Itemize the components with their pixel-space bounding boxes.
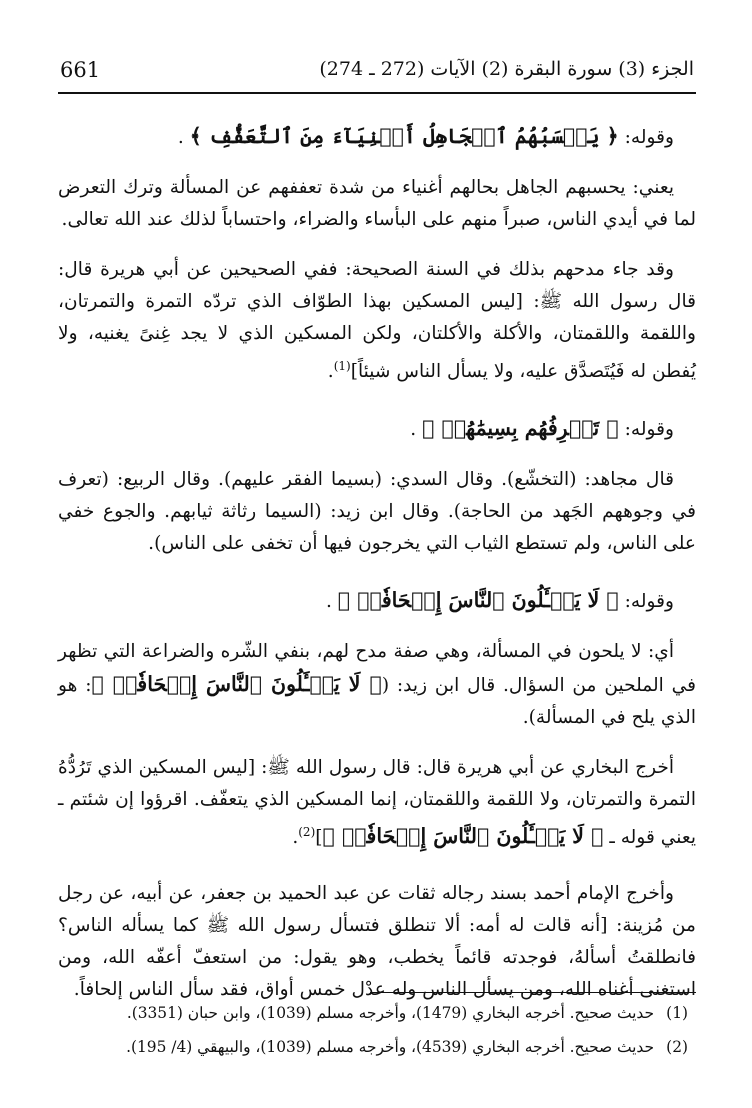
verse-lead: وقوله: <box>618 127 674 148</box>
quran-verse: ﴿ تَعۡرِفُهُم بِسِيمَٰهُمۡ ﴾ <box>422 416 619 441</box>
footnote-number: (1) <box>666 1004 688 1022</box>
verse-lead: وقوله: <box>618 591 674 613</box>
verse-tail: . <box>410 419 423 441</box>
footnote-ref-2: (2) <box>298 825 316 840</box>
verse-heading-2 <box>58 412 696 446</box>
tafsir-paragraph-1: يعني: يحسبهم الجاهل بحالهم أغنياء من شدة تعففهم عن المسألة وترك التعرض لما في أيدي الناس، صبراً منهم على البأساء والضراء، واحتساباً لذلك عند الله تعالى. <box>58 177 696 230</box>
verse-heading-3 <box>58 584 696 618</box>
tafsir-text: أي: لا يلحون في المسألة، وهي صفة مدح لهم، بنفي الشّره والضراعة التي تظهر في الملحين من السؤال. قال ابن زيد: ( <box>58 641 696 697</box>
footnote-2 <box>58 1034 688 1061</box>
running-title: الجزء (3) سورة البقرة (2) الآيات (272 ـ 274) <box>319 58 694 80</box>
footnote-text: حديث صحيح. أخرجه البخاري (4539)، وأخرجه مسلم (1039)، والبيهقي (4/ 195). <box>126 1038 654 1056</box>
quran-verse: ﴿ لَا يَسۡـَٔلُونَ ٱلنَّاسَ إِلۡحَافٗاۗ ﴾ <box>337 588 619 613</box>
footnote-divider <box>370 992 696 993</box>
tafsir-paragraph-3 <box>58 636 696 734</box>
footnote-text: حديث صحيح. أخرجه البخاري (1479)، وأخرجه مسلم (1039)، وابن حبان (3351). <box>126 1004 654 1022</box>
quran-verse: ﴿ لَا يَسۡـَٔلُونَ ٱلنَّاسَ إِلۡحَافٗاۗ ﴾ <box>322 824 604 849</box>
tafsir-text: : هو الذي يلح في المسألة). <box>58 675 696 729</box>
footnotes <box>58 992 696 1061</box>
quran-verse: ﴿ لَا يَسۡـَٔلُونَ ٱلنَّاسَ إِلۡحَافٗاۗ ﴾ <box>91 672 382 697</box>
page-number: 661 <box>60 58 101 82</box>
footnote-number: (2) <box>666 1038 688 1056</box>
hadith-text: ] <box>315 827 323 849</box>
tafsir-paragraph-2: قال مجاهد: (التخشّع). وقال السدي: (بسيما الفقر عليهم). وقال الربيع: (تعرف في وجوههم الجَهد من الحاجة). وقال ابن زيد: (السيما رثاثة ثيابهم. والجوع خفي على الناس، ولم تستطع الثياب التي يخرجون فيها أن تخفى على الناس). <box>58 469 696 555</box>
page-header <box>58 52 696 94</box>
hadith-text: وقد جاء مدحهم بذلك في السنة الصحيحة: ففي الصحيحين عن أبي هريرة قال: قال رسول الله ﷺ: [ليس المسكين بهذا الطوّاف الذي تردّه التمرة والتمرتان، واللقمة واللقمتان، والأكلة والأكلتان، ولكن المسكين الذي لا يجد غِنىً يغنيه، ولا يُفطن له فَيُتَصدَّق عليه، ولا يسأل الناس شيئاً] <box>58 259 696 383</box>
quran-verse: ﴿ يَحۡسَبُهُمُ ٱلۡجَاهِلُ أَغۡنِيَآءَ مِنَ ٱلتَّعَفُّفِ ﴾ <box>189 124 619 148</box>
verse-tail: . <box>325 591 338 613</box>
main-text <box>58 120 696 1006</box>
hadith-paragraph-1 <box>58 254 696 388</box>
hadith-tail: . <box>292 827 299 849</box>
verse-heading-1 <box>58 120 696 154</box>
verse-lead: وقوله: <box>618 419 674 441</box>
footnote-ref-1: (1) <box>333 359 351 373</box>
hadith-tail: . <box>327 361 334 383</box>
hadith-paragraph-3: وأخرج الإمام أحمد بسند رجاله ثقات عن عبد الحميد بن جعفر، عن أبيه، عن رجل من مُزينة: [أنه قالت له أمه: ألا تنطلق فتسأل رسول الله ﷺ كما يسأله الناس؟ فانطلقتُ أسألهُ، فوجدته قائماً يخطب، وهو يقول: من استعفّ أعفّه الله، ومن استغنى أغناه الله، ومن يسأل الناس وله عدْل خمس أواق، فقد سأل الناس إلحافاً. <box>58 883 696 1001</box>
hadith-paragraph-2 <box>58 752 696 854</box>
verse-tail: . <box>177 127 190 148</box>
footnote-1 <box>58 1000 688 1027</box>
hadith-text: أخرج البخاري عن أبي هريرة قال: قال رسول الله ﷺ: [ليس المسكين الذي تَرُدُّهُ التمرة والتمرتان، ولا اللقمة واللقمتان، إنما المسكين الذي يتعفّف. اقرؤوا إن شئتم ـ يعني قوله ـ <box>58 757 696 849</box>
